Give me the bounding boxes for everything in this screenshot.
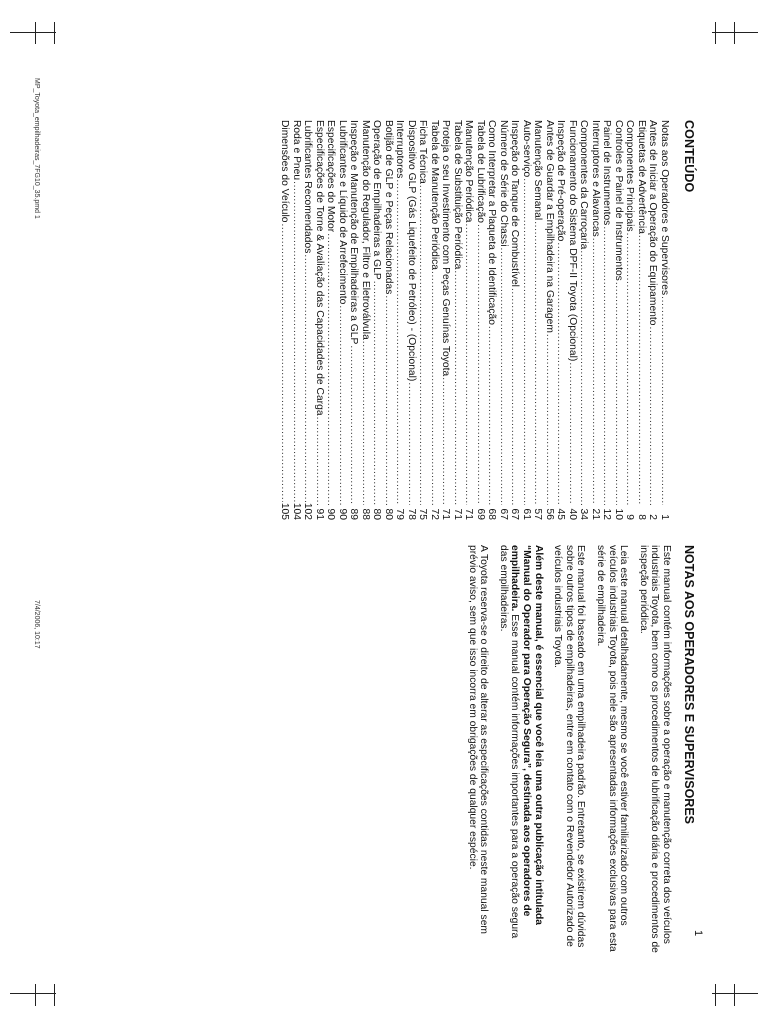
toc-entry-page: 69 — [475, 508, 486, 520]
toc-entry-page: 8 — [636, 514, 647, 520]
toc-leader-dots — [647, 327, 659, 506]
toc-entry-page: 71 — [452, 508, 463, 520]
toc-entry — [486, 120, 498, 520]
toc-entry-title: Roda e Pneu — [291, 120, 302, 181]
toc-entry — [532, 120, 544, 520]
toc-entry-page: 68 — [486, 508, 498, 520]
notes-title: NOTAS AOS OPERADORES E SUPERVISORES — [682, 545, 696, 824]
toc-entry-page: 89 — [348, 508, 360, 520]
toc-leader-dots — [417, 185, 429, 505]
toc-entry-title: Controles e Painel de Instrumentos — [613, 120, 624, 281]
toc-entry — [624, 120, 636, 520]
toc-entry — [578, 120, 590, 520]
toc-leader-dots — [394, 179, 406, 505]
toc-entry — [291, 120, 303, 520]
toc-leader-dots — [383, 295, 395, 505]
notes-paragraph: A Toyota reserva-se o direito de alterar as especificações contidas neste manual sem prévio aviso, sem que isso incorra em obrigações de qualquer espécie. — [466, 545, 490, 935]
toc-leader-dots — [440, 377, 452, 505]
toc-leader-dots — [555, 242, 567, 505]
toc-entry — [463, 120, 475, 520]
crop-mark — [35, 22, 36, 44]
toc-leader-dots — [521, 178, 533, 505]
toc-entry — [498, 120, 510, 520]
toc-entry — [406, 120, 418, 520]
toc-entry-page: 71 — [440, 508, 452, 520]
toc-leader-dots — [279, 223, 291, 501]
toc-leader-dots — [348, 345, 360, 505]
toc-entry-page: 1 — [659, 514, 670, 520]
crop-mark — [715, 22, 716, 44]
toc-entry-title: Operação de Empilhadeiras a GLP — [371, 120, 383, 280]
toc-leader-dots — [337, 305, 349, 505]
toc-entry-title: Botijão de GLP e Peças Relacionadas — [383, 120, 394, 295]
toc-entry-title: Interruptores — [394, 120, 406, 179]
toc-entry — [601, 120, 613, 520]
notes-paragraph-warning — [497, 545, 543, 955]
toc-entry-page: 90 — [337, 508, 348, 520]
crop-mark — [54, 984, 55, 1006]
toc-entry-title: Inspeção do Tanque de Combustível — [509, 120, 521, 287]
crop-mark — [10, 993, 56, 994]
toc-leader-dots — [498, 247, 510, 505]
print-slug-file: MP_Toyota_empilhadeiras_7FG10_35.pmd 1 — [33, 78, 40, 219]
toc-leader-dots — [371, 281, 383, 505]
toc-entry-title: Ficha Técnica — [417, 120, 429, 184]
toc-title: CONTEÚDO — [682, 120, 696, 193]
toc-entry-title: Tabela de Manutenção Periódica — [429, 120, 440, 270]
toc-entry-title: Painel de Instrumentos — [601, 120, 613, 226]
notes-warning-bold: Além deste manual, é essencial que você leia uma outra publicação intitulada “Manual do Operador para Operação Segura”, destinada aos operadores de empilhadeira. — [509, 545, 544, 925]
toc-entry — [417, 120, 429, 520]
toc-entry — [613, 120, 625, 520]
toc-entry — [452, 120, 464, 520]
toc-entry-title: Tabela de Lubrificação — [475, 120, 486, 224]
toc-entry-title: Tabela de Substituição Periódica — [452, 120, 463, 270]
toc-entry — [521, 120, 533, 520]
table-of-contents — [279, 120, 696, 520]
print-slug-date: 7/4/2006, 10:17 — [33, 600, 40, 649]
crop-mark — [54, 22, 55, 44]
toc-leader-dots — [463, 223, 475, 505]
toc-leader-dots — [624, 233, 636, 505]
toc-entry-title: Antes de Iniciar a Operação do Equipamento — [647, 120, 659, 326]
crop-mark — [35, 984, 36, 1006]
toc-entry-page: 56 — [544, 508, 555, 520]
toc-entry-page: 10 — [613, 508, 624, 520]
toc-entry — [325, 120, 337, 520]
toc-entry — [371, 120, 383, 520]
toc-entry-page: 80 — [383, 508, 394, 520]
toc-leader-dots — [509, 288, 521, 505]
toc-entry-title: Dispositivo GLP (Gás Liquefeito de Petróleo) - (Opcional) — [406, 120, 417, 382]
crop-mark — [712, 32, 758, 33]
toc-entry-page: 2 — [647, 514, 659, 520]
toc-entry — [394, 120, 406, 520]
notes-paragraph: Leia este manual detalhadamente, mesmo se você estiver familiarizado com outros veículos industriais Toyota, pois nele são apresentadas informações exclusivas para esta série de empilhadeira. — [595, 545, 630, 952]
toc-leader-dots — [291, 181, 303, 502]
toc-entry-title: Etiquetas de Advertência — [636, 120, 647, 234]
toc-entry-page: 45 — [555, 508, 567, 520]
crop-mark — [734, 984, 735, 1006]
toc-entry-title: Notas aos Operadores e Supervisores — [659, 120, 670, 296]
crop-mark — [10, 32, 56, 33]
toc-entry-page: 67 — [509, 508, 521, 520]
toc-entry — [314, 120, 326, 520]
toc-entry-page: 91 — [314, 508, 325, 520]
toc-entry-title: Auto-serviço — [521, 120, 532, 178]
toc-entry-title: Componentes da Carroçaria — [578, 120, 590, 250]
toc-entry-title: Interruptores e Alavancas — [590, 120, 601, 237]
toc-entry — [440, 120, 452, 520]
toc-entry — [647, 120, 659, 520]
toc-entry — [360, 120, 372, 520]
toc-entry-page: 75 — [417, 508, 429, 520]
crop-mark — [734, 22, 735, 44]
toc-entry-page: 79 — [394, 508, 406, 520]
toc-leader-dots — [302, 254, 314, 501]
toc-entry-page: 71 — [463, 508, 475, 520]
toc-entry — [544, 120, 556, 520]
toc-entry — [302, 120, 314, 520]
toc-entry-page: 61 — [521, 508, 532, 520]
toc-entry-title: Lubrificantes Recomendados — [302, 120, 314, 254]
toc-entry-title: Especificações de Torne & Avaliação das Capacidades de Carga — [314, 120, 325, 416]
toc-entry-page: 34 — [578, 508, 590, 520]
notes-paragraph: Este manual contém informações sobre a operação e manutenção correta dos veículos industriais Toyota, bem como os procedimentos de lubrificação diária e procedimentos de inspeção periódica. — [637, 545, 672, 953]
toc-leader-dots — [532, 221, 544, 505]
toc-entry-page: 105 — [279, 502, 291, 520]
crop-mark — [715, 984, 716, 1006]
notes-section — [458, 545, 696, 955]
toc-entry-title: Manutenção do Regulador, Filtro e Eletroválvula — [360, 120, 371, 340]
toc-leader-dots — [475, 224, 487, 505]
toc-entry-page: 9 — [624, 514, 636, 520]
toc-entry — [279, 120, 291, 520]
toc-leader-dots — [567, 362, 579, 505]
toc-entry — [659, 120, 671, 520]
toc-list — [279, 120, 670, 520]
toc-entry — [509, 120, 521, 520]
toc-leader-dots — [659, 296, 671, 505]
toc-entry-title: Inspeção de Pré-operação — [555, 120, 567, 242]
toc-leader-dots — [486, 326, 498, 505]
toc-entry-page: 67 — [498, 508, 509, 520]
toc-entry-title: Especificações do Motor — [325, 120, 337, 233]
toc-entry-page: 40 — [567, 508, 578, 520]
toc-leader-dots — [590, 238, 602, 505]
toc-entry-title: Funcionamento do Sistema DPF-II Toyota (Opcional) — [567, 120, 578, 362]
toc-entry-page: 102 — [302, 502, 314, 520]
toc-entry-title: Proteja o seu Investimento com Peças Genuínas Toyota — [440, 120, 452, 377]
toc-entry — [429, 120, 441, 520]
toc-entry-title: Inspeção e Manutenção de Empilhadeiras a GLP — [348, 120, 360, 345]
toc-entry-title: Antes de Guardar a Empilhadeira na Garagem — [544, 120, 555, 333]
toc-entry-page: 104 — [291, 502, 302, 520]
notes-warning-rest: Esse manual contém informações importantes para a operação segura das empilhadeiras. — [497, 545, 521, 939]
toc-leader-dots — [544, 334, 556, 505]
toc-entry-title: Manutenção Semanal — [532, 120, 544, 221]
crop-mark — [712, 993, 758, 994]
toc-entry — [555, 120, 567, 520]
toc-leader-dots — [360, 341, 372, 505]
toc-leader-dots — [406, 382, 418, 505]
toc-leader-dots — [452, 270, 464, 505]
notes-paragraph: Este manual foi baseado em uma empilhadeira padrão. Entretanto, se existirem dúvidas sobre outros tipos de empilhadeiras, entre em contato com o Revendedor Autorizado de veículos industriais Toyota. — [552, 545, 587, 948]
toc-entry-page: 78 — [406, 508, 417, 520]
toc-entry-title: Componentes Principais — [624, 120, 636, 232]
toc-entry-title: Lubrificantes e Líquido de Arrefecimento — [337, 120, 348, 305]
toc-entry — [383, 120, 395, 520]
toc-entry — [567, 120, 579, 520]
toc-entry-title: Número de Série do Chassi — [498, 120, 509, 247]
toc-entry — [337, 120, 349, 520]
toc-entry-page: 88 — [360, 508, 371, 520]
toc-entry — [475, 120, 487, 520]
toc-entry-page: 21 — [590, 508, 601, 520]
toc-entry-title: Dimensões do Veículo — [279, 120, 291, 223]
toc-entry-page: 80 — [371, 508, 383, 520]
toc-entry-page: 72 — [429, 508, 440, 520]
toc-entry — [590, 120, 602, 520]
toc-leader-dots — [613, 282, 625, 505]
toc-leader-dots — [429, 271, 441, 505]
toc-entry-page: 57 — [532, 508, 544, 520]
toc-leader-dots — [314, 417, 326, 505]
toc-entry-page: 12 — [601, 508, 613, 520]
toc-entry-title: Como Interpretar a Plaqueta de Identificação — [486, 120, 498, 325]
toc-entry-page: 90 — [325, 508, 337, 520]
toc-leader-dots — [601, 226, 613, 505]
page-number: 1 — [692, 930, 704, 937]
toc-entry-title: Manutenção Periódica — [463, 120, 475, 223]
toc-leader-dots — [325, 233, 337, 505]
toc-leader-dots — [636, 235, 648, 505]
toc-entry — [636, 120, 648, 520]
toc-entry — [348, 120, 360, 520]
toc-leader-dots — [578, 250, 590, 505]
